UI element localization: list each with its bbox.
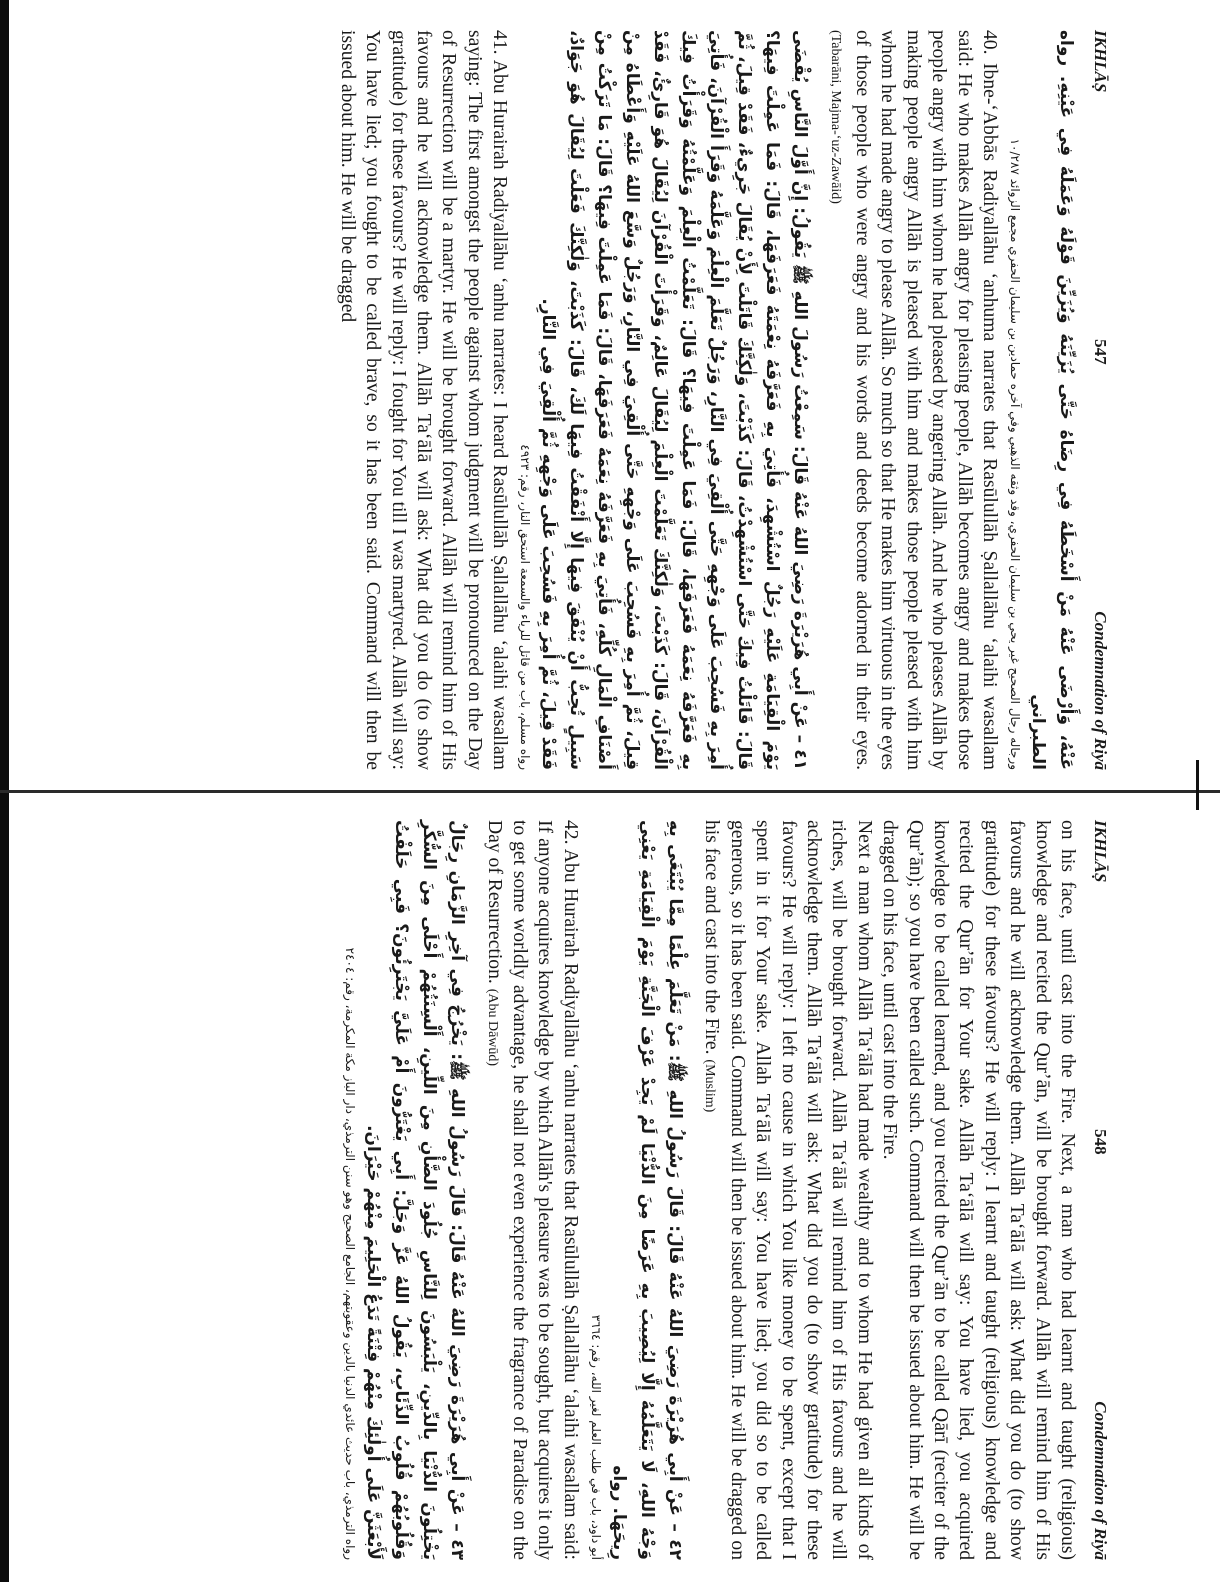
hadith-41-continuation: on his face, until cast into the Fire. Next, a man who had learnt and taught (religious) knowledge and recited the Qurʼān, will be brought forward. Allāh will remind him of His favours and he will acknowledge them. Allāh Taʻālā will ask: What did you do (to show gratitude) for these favours? He will reply: I learnt and taught (religious) knowledge and recited the Qurʼān for Your sake. Allāh Taʻālā will say: You have lied, you acquired knowledge to be called learned, and you recited the Qurʼān to be called Qārī (reciter of the Qurʼān); so you have been called such. Command will then be issued about him. He will be dragged on his face, until cast into the Fire. <box>879 820 1078 1560</box>
book-title: IKHLĀṢ <box>1091 30 1110 93</box>
page-number: 547 <box>1091 339 1110 365</box>
arabic-text-intro: عَنْهُ، وَأَرْضَى عَنْهُ مَنْ أَسْخَطَهُ فِي رِضَاهُ حَتَّى يُزَيِّنَهُ وَيُزَيِّنَ قَوْلَهُ وَعَمَلَهُ فِي عَيْنِهِ. رواه الطبراني <box>1028 30 1076 770</box>
page-divider <box>0 790 1220 793</box>
chapter-title: Condemnation of Riyā <box>1091 611 1110 770</box>
chapter-title: Condemnation of Riyā <box>1091 1401 1110 1560</box>
page-547 <box>110 30 1110 770</box>
hadith-42-text: 42. Abu Hurairah Radiyallāhu ʻanhu narrates that Rasūlullāh Ṣallallāhu ʻalaihi wasallam said: If anyone acquires knowledge by which Allāh's pleasure was to be sought, but acquires it only to get some worldly advantage, he shall not even experience the fragrance of Paradise on the Day of Resurrection. <box>483 820 581 1560</box>
book-title: IKHLĀṢ <box>1091 820 1110 883</box>
hadith-42-translation <box>479 820 583 1560</box>
page-fold-mark <box>1196 760 1199 810</box>
arabic-reference-42: أبو داود، باب في طلب العلم لغير الله، رقم: ٣٦٦٤ <box>588 1314 603 1560</box>
hadith-40-translation <box>822 30 1002 770</box>
arabic-hadith-42: ٤٢ – عَنْ أَبِي هُرَيْرَةَ رَضِيَ اللهُ عَنْهُ قَالَ: قَالَ رَسُولُ اللهِ ﷺ: مَنْ تَعَلَّمَ عِلْمًا مِمَّا يُبْتَغَى بِهِ وَجْهُ اللهِ، لَا يَتَعَلَّمُهُ إِلَّا لِيُصِيبَ بِهِ عَرَضًا مِنَ الدُّنْيَا لَمْ يَجِدْ عَرْفَ الْجَنَّةِ يَوْمَ الْقِيَامَةِ يَعْنِي رِيحَهَا. رواه <box>608 820 685 1560</box>
hadith-41-continuation-2 <box>697 820 877 1560</box>
arabic-reference-41: رواه مسلم، باب من قاتل للرياء والسمعة استحق النار، رقم: ٤٩٢٣ <box>518 444 533 770</box>
abu-dawud-citation: (Abu Dāwūd) <box>484 988 500 1067</box>
page-number: 548 <box>1091 1129 1110 1155</box>
arabic-hadith-43: ٤٣ – عَنْ أَبِي هُرَيْرَةَ رَضِيَ اللهُ عَنْهُ قَالَ: قَالَ رَسُولُ اللهِ ﷺ: يَخْرُجُ فِي آخِرِ الزَّمَانِ رِجَالٌ يَخْتِلُونَ الدُّنْيَا بِالدِّينِ، يَلْبَسُونَ لِلنَّاسِ جُلُودَ الضَّأْنِ مِنَ اللِّينِ، أَلْسِنَتُهُمْ أَحْلَى مِنَ السُّكَّرِ وَقُلُوبُهُمْ قُلُوبُ الذِّئَابِ، يَقُولُ اللهُ عَزَّ وَجَلَّ: أَبِي يَغْتَرُّونَ أَمْ عَلَيَّ يَجْتَرِئُونَ؟ فَبِي حَلَفْتُ لَأَبْعَثَنَّ عَلَى أُولٰئِكَ مِنْهُمْ فِتْنَةً تَدَعُ الْحَلِيمَ مِنْهُمْ حَيْرَانَ. <box>363 820 468 1560</box>
running-head <box>1090 820 1110 1560</box>
arabic-reference-43: رواه الترمذي، باب حديث عائدي الدنيا بالدين وعقوبتهم، الجامع الصحيح وهو سنن الترمذي، دار الباز مكة المكرمة، رقم: ٢٤٠٤ <box>343 947 358 1560</box>
muslim-citation: (Muslim) <box>702 1059 718 1113</box>
hadith-41-translation: 41. Abu Hurairah Radiyallāhu ʻanhu narrates: I heard Rasūlullāh Ṣallallāhu ʻalaihi wasallam saying: The first amongst the people against whom judgment will be pronounced on the Day of Resurrection will be a martyr. He will be brought forward. Allāh will remind him of His favours and he will acknowledge them. Allāh Taʻālā will ask: What did you do (to show gratitude) for these favours? He will reply: I fought for You till I was martyred. Allāh will say: You have lied; you fought to be called brave, so it has been said. Command will then be issued about him. He will be dragged <box>336 30 511 770</box>
hadith-40-citation: (Tabarāni, Majma-ʻuz-Zawāid) <box>827 30 843 204</box>
page-548 <box>110 820 1110 1560</box>
continuation-2-text: Next a man whom Allāh Taʻālā had made wealthy and to whom He had given all kinds of riches, will be brought forward. Allāh Taʻālā will remind him of His favours and he will acknowledge them. Allāh Taʻālā will ask: What did you do (to show gratitude) for these favours? He will reply: I left no cause in which You like money to be spent, except that I spent in it for Your sake. Allah Taʻālā will say: You have lied; you did so to be called generous, so it has been said. Command will then be issued about him. He will be dragged on his face and cast into the Fire. <box>701 820 875 1560</box>
arabic-reference: ورجاله رجال الصحيح غير يحي بن سليمان الحفري، وقد وثقه الذهبي وفي آخره حمادين بن سليمان الحفري مجمع الزوائد ١٠/٢٨٧ <box>1008 138 1022 770</box>
running-head <box>1090 30 1110 770</box>
hadith-40-text: 40. Ibne-ʻAbbās Radiyallāhu ʻanhuma narrates that Rasūlullāh Ṣallallāhu ʻalaihi wasallam said: He who makes Allāh angry for pleasing people, Allāh becomes angry and makes those people angry with him whom he had pleased by angering Allāh. And he who pleases Allāh by making people angry Allāh is pleased with him and makes those people pleased with him whom he had made angry to please Allāh. So much so that He makes him virtuous in the eyes of those people who were angry and his words and deeds become adorned in their eyes. <box>851 30 1000 770</box>
arabic-hadith-41: ٤١ – عَنْ أَبِي هُرَيْرَةَ رَضِيَ اللهُ عَنْهُ قَالَ: سَمِعْتُ رَسُولَ اللهِ ﷺ يَقُولُ: إِنَّ أَوَّلَ النَّاسِ يُقْضَى يَوْمَ الْقِيَامَةِ عَلَيْهِ رَجُلٌ اسْتُشْهِدَ، فَأُتِيَ بِهِ فَعَرَّفَهُ نِعْمَتَهُ فَعَرَفَهَا، قَالَ: فَمَا عَمِلْتَ فِيهَا؟ قَالَ: قَاتَلْتُ فِيكَ حَتَّى اسْتُشْهِدْتُ، قَالَ: كَذَبْتَ، وَلٰكِنَّكَ قَاتَلْتَ لِأَنْ يُقَالَ جَرِيءٌ، فَقَدْ قِيلَ، ثُمَّ أُمِرَ بِهِ فَسُحِبَ عَلَى وَجْهِهِ حَتَّى أُلْقِيَ فِي النَّارِ، وَرَجُلٌ تَعَلَّمَ الْعِلْمَ وَعَلَّمَهُ وَقَرَأَ الْقُرْآنَ، فَأُتِيَ بِهِ فَعَرَّفَهُ نِعَمَهُ فَعَرَفَهَا، قَالَ: فَمَا عَمِلْتَ فِيهَا؟ قَالَ: تَعَلَّمْتُ الْعِلْمَ وَعَلَّمْتُهُ وَقَرَأْتُ فِيكَ الْقُرْآنَ، قَالَ: كَذَبْتَ، وَلٰكِنَّكَ تَعَلَّمْتَ الْعِلْمَ لِيُقَالَ عَالِمٌ، وَقَرَأْتَ الْقُرْآنَ لِيُقَالَ هُوَ قَارِئٌ، فَقَدْ قِيلَ، ثُمَّ أُمِرَ بِهِ فَسُحِبَ عَلَى وَجْهِهِ حَتَّى أُلْقِيَ فِي النَّارِ، وَرَجُلٌ وَسَّعَ اللهُ عَلَيْهِ وَأَعْطَاهُ مِنْ أَصْنَافِ الْمَالِ كُلِّهِ، فَأُتِيَ بِهِ فَعَرَّفَهُ نِعَمَهُ فَعَرَفَهَا، قَالَ: فَمَا عَمِلْتَ فِيهَا؟ قَالَ: مَا تَرَكْتُ مِنْ سَبِيلٍ تُحِبُّ أَنْ يُنْفَقَ فِيهَا إِلَّا أَنْفَقْتُ فِيهَا لَكَ، قَالَ: كَذَبْتَ، وَلٰكِنَّكَ فَعَلْتَ لِيُقَالَ هُوَ جَوَادٌ، فَقَدْ قِيلَ، ثُمَّ أُمِرَ بِهِ فَسُحِبَ عَلَى وَجْهِهِ ثُمَّ أُلْقِيَ فِي النَّارِ. <box>538 30 811 770</box>
